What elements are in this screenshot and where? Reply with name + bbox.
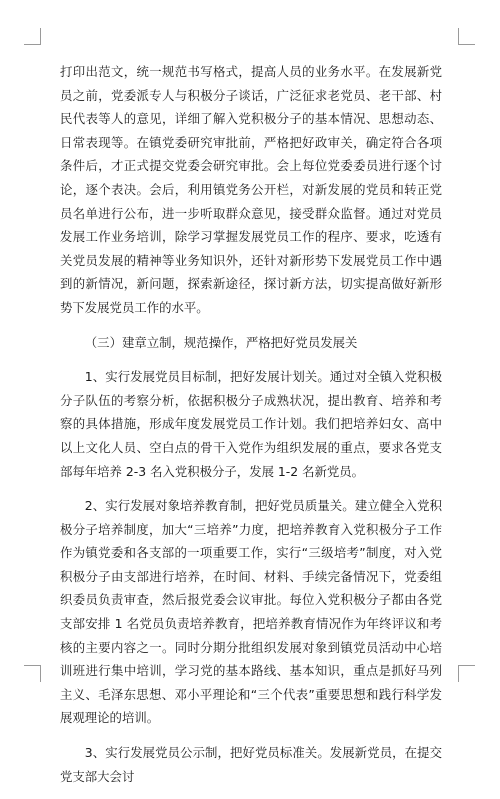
paragraph-continuation: 打印出范文，统一规范书写格式，提高人员的业务水平。在发展新党员之前，党委派专人与积极分子谈话，广泛征求老党员、老干部、村民代表等人的意见，详细了解入党积极分子的基本情况、思想动态、日常表现等。在镇党委研究审批前，严格把好政审关，确定符合各项条件后，才正式提交党委会研究审批。会上每位党委委员进行逐个讨论，逐个表决。会后，利用镇党务公开栏，对新发展的党员和转正党员名单进行公布，进一步听取群众意见，接受群众监督。通过对党员发展工作业务培训，除学习掌握发展党员工作的程序、要求，吃透有关党员发展的精神等业务知识外，还针对新形势下发展党员工作中遇到的新情况，新问题，探索新途径，探讨新方法，切实提高做好新形势下发展党员工作的水平。 <box>60 64 442 315</box>
document-page <box>60 60 442 799</box>
crop-mark-top-right <box>458 28 475 45</box>
paragraph-item-1: 1、实行发展党员目标制，把好发展计划关。通过对全镇入党积极分子队伍的考察分析，依据积极分子成熟状况，提出教育、培养和考察的具体措施，形成年度发展党员工作计划。我们把培养妇女、高中以上文化人员、空白点的骨干入党作为组织发展的重点，要求各党支部每年培养 2-3 名入党积极分子，发展 1-2 名新党员。 <box>60 369 442 479</box>
crop-mark-top-left <box>24 28 41 45</box>
section-heading: （三）建章立制，规范操作，严格把好党员发展关 <box>84 334 358 350</box>
crop-mark-bottom-left <box>24 665 41 682</box>
paragraph-item-2: 2、实行发展对象培养教育制，把好党员质量关。建立健全入党积极分子培养制度，加大“三培养”力度，把培养教育入党积极分子工作作为镇党委和各支部的一项重要工作，实行“三级培考”制度，对入党积极分子由支部进行培养，在时间、材料、手续完备情况下，党委组织委员负责审查，然后报党委会议审批。每位入党积极分子都由各党支部安排 1 名党员负责培养教育，把培养教育情况作为年终评议和考核的主要内容之一。同时分期分批组织发展对象到镇党员活动中心培训班进行集中培训，学习党的基本路线、基本知识，重点是抓好马列主义、毛泽东思想、邓小平理论和“三个代表”重要思想和践行科学发展观理论的培训。 <box>60 498 442 726</box>
crop-mark-bottom-right <box>458 665 475 682</box>
paragraph-item-3: 3、实行发展党员公示制，把好党员标准关。发展新党员，在提交党支部大会讨 <box>60 745 442 784</box>
